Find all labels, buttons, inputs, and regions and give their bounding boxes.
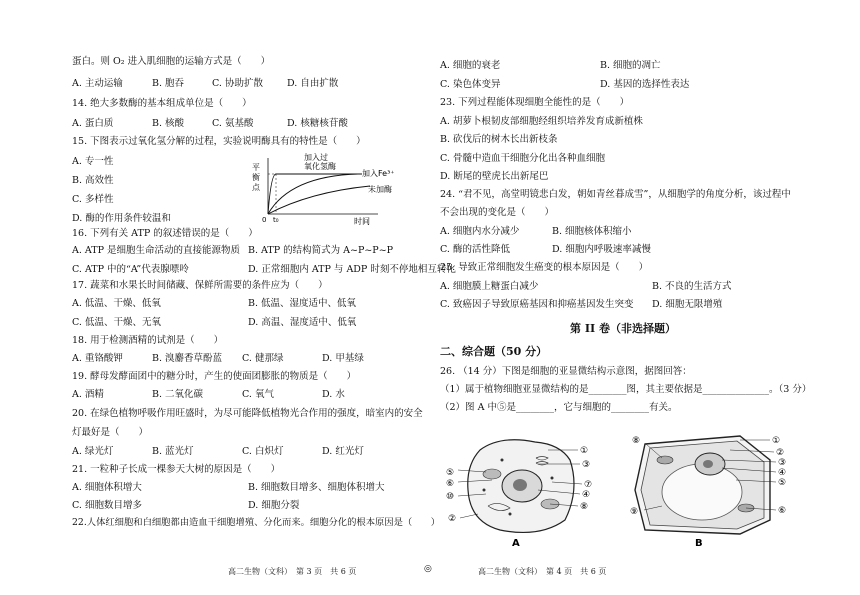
q26-part2: （2）图 A 中⑤是________，它与细胞的________有关。 — [440, 402, 678, 413]
x-axis-label: 时间 — [354, 217, 370, 226]
q24-stem: 24. “君不见，高堂明镜悲白发，朝如青丝暮成雪”，从细胞学的角度分析，该过程中 — [440, 189, 791, 200]
option: C. 低温、干燥、无氧 — [72, 317, 161, 328]
q15-stem: 15. 下图表示过氧化氢分解的过程，实验说明酶具有的特性是（ ） — [72, 136, 366, 147]
animal-cell-figure-a — [446, 440, 592, 548]
option: B. 蓝光灯 — [152, 446, 194, 457]
q18-stem: 18. 用于检测酒精的试剂是（ ） — [72, 335, 224, 346]
label-number: ③ — [778, 458, 787, 468]
option: D. 基因的选择性表达 — [600, 79, 690, 90]
option: A. 细胞体积增大 — [72, 482, 142, 493]
option: B. 溴麝香草酚蓝 — [152, 353, 223, 364]
option: B. 胞吞 — [152, 78, 185, 89]
option: C. 致癌因子导致原癌基因和抑癌基因发生突变 — [440, 299, 634, 310]
plant-cell-figure-b — [630, 436, 786, 548]
q21-stem: 21. 一粒种子长成一棵参天大树的原因是（ ） — [72, 464, 281, 475]
q22-stem: 22.人体红细胞和白细胞都由造血干细胞增殖、分化而来。细胞分化的根本原因是（ ） — [72, 517, 441, 528]
option: A. 低温、干燥、低氧 — [72, 298, 161, 309]
label-number: ① — [772, 436, 781, 446]
option: D. 细胞分裂 — [248, 500, 300, 511]
option: A. 细胞膜上糖蛋白减少 — [440, 281, 539, 292]
option: A. 主动运输 — [72, 78, 123, 89]
option: B. 核酸 — [152, 118, 185, 129]
option: B. 细胞的凋亡 — [600, 60, 661, 71]
binding-mark: ◎ — [424, 564, 432, 574]
q20-stem-cont: 灯最好是（ ） — [72, 427, 149, 438]
option: C. 氨基酸 — [212, 118, 254, 129]
hydrogen-peroxide-figure — [250, 152, 430, 228]
label-number: ⑩ — [446, 492, 455, 502]
option: D. 细胞内呼吸速率减慢 — [552, 244, 651, 255]
q13-tail: 蛋白。则 O₂ 进入肌细胞的运输方式是（ ） — [72, 56, 271, 67]
option: D. 正常细胞内 ATP 与 ADP 时刻不停地相互转化 — [248, 264, 456, 275]
label-number: ⑧ — [580, 502, 589, 512]
figure-a-label: A — [512, 538, 520, 548]
footer-left-page: 高二生物（文科） 第 3 页 共 6 页 — [228, 567, 357, 576]
option: C. 酶的活性降低 — [440, 244, 510, 255]
q16-stem: 16. 下列有关 ATP 的叙述错误的是（ ） — [72, 228, 258, 239]
q26-part1: （1）属于植物细胞亚显微结构的是________图，其主要依据是______________。（3 分） — [440, 384, 812, 395]
label-number: ② — [448, 514, 457, 524]
label-number: ⑨ — [630, 507, 639, 517]
q19-stem: 19. 酵母发酵面团中的糖分时，产生的使面团膨胀的物质是（ ） — [72, 371, 357, 382]
option: A. 重铬酸钾 — [72, 353, 123, 364]
option: A. ATP 是细胞生命活动的直接能源物质 — [72, 245, 240, 256]
t0-label: t₀ — [273, 216, 279, 224]
label-number: ⑤ — [778, 478, 787, 488]
option: B. 二氧化碳 — [152, 389, 204, 400]
option: C. ATP 中的“A”代表腺嘌呤 — [72, 264, 189, 275]
option: D. 断尾的壁虎长出新尾巴 — [440, 171, 549, 182]
q26-stem: 26. （14 分）下图是细胞的亚显微结构示意图，据图回答： — [440, 366, 692, 377]
part2-title: 第 II 卷（非选择题） — [570, 322, 676, 335]
option: C. 染色体变异 — [440, 79, 501, 90]
label-number: ④ — [778, 468, 787, 478]
option: B. 细胞数目增多、细胞体积增大 — [248, 482, 385, 493]
label-number: ⑥ — [778, 506, 787, 516]
option: A. 酒精 — [72, 389, 104, 400]
option: D. 甲基绿 — [322, 353, 364, 364]
q25-stem: 25. 导致正常细胞发生癌变的根本原因是（ ） — [440, 262, 649, 273]
y-axis-label: 平 — [252, 163, 260, 172]
option: B. 细胞核体积缩小 — [552, 226, 632, 237]
option: C. 细胞数目增多 — [72, 500, 142, 511]
y-axis-label: 点 — [252, 183, 260, 192]
label-number: ④ — [582, 490, 591, 500]
option: D. 酶的作用条件较温和 — [72, 213, 171, 224]
footer-right-page: 高二生物（文科） 第 4 页 共 6 页 — [478, 567, 607, 576]
label-number: ⑦ — [584, 480, 593, 490]
option: D. 红光灯 — [322, 446, 364, 457]
option: D. 高温、湿度适中、低氧 — [248, 317, 357, 328]
option: C. 健那绿 — [242, 353, 284, 364]
option: A. 细胞的衰老 — [440, 60, 501, 71]
q20-stem: 20. 在绿色植物呼吸作用旺盛时，为尽可能降低植物光合作用的强度，暗室内的安全 — [72, 408, 423, 419]
cell-structure-diagram — [440, 430, 820, 548]
label-number: ⑥ — [446, 479, 455, 489]
q23-stem: 23. 下列过程能体现细胞全能性的是（ ） — [440, 97, 630, 108]
option: D. 核糖核苷酸 — [287, 118, 348, 129]
option: C. 多样性 — [72, 194, 114, 205]
section2-heading: 二、综合题（50 分） — [440, 345, 548, 358]
option: A. 专一性 — [72, 156, 114, 167]
no-enzyme-label: 未加酶 — [368, 185, 392, 194]
catalase-label: 加入过 — [304, 153, 328, 162]
origin-label: 0 — [262, 216, 267, 224]
figure-b-label: B — [695, 538, 703, 548]
label-number: ① — [580, 446, 589, 456]
q17-stem: 17. 蔬菜和水果长时间储藏、保鲜所需要的条件应为（ ） — [72, 280, 328, 291]
option: B. 不良的生活方式 — [652, 281, 732, 292]
option: C. 白炽灯 — [242, 446, 284, 457]
q14-stem: 14. 绝大多数酶的基本组成单位是（ ） — [72, 98, 252, 109]
no-enzyme-curve — [268, 186, 370, 214]
option: B. ATP 的结构简式为 A~P~P~P — [248, 245, 394, 256]
label-number: ③ — [582, 460, 591, 470]
option: D. 细胞无限增殖 — [652, 299, 723, 310]
option: A. 细胞内水分减少 — [440, 226, 520, 237]
catalase-label: 氧化氢酶 — [304, 162, 336, 171]
option: C. 氧气 — [242, 389, 274, 400]
option: A. 绿光灯 — [72, 446, 114, 457]
label-number: ⑤ — [446, 468, 455, 478]
y-axis-label: 衡 — [252, 173, 260, 182]
option: B. 砍伐后的树木长出新枝条 — [440, 134, 558, 145]
option: C. 骨髓中造血干细胞分化出各种血细胞 — [440, 153, 605, 164]
label-number: ② — [776, 448, 785, 458]
q24-stem-cont: 不会出现的变化是（ ） — [440, 207, 555, 218]
option: C. 协助扩散 — [212, 78, 263, 89]
option: D. 自由扩散 — [287, 78, 339, 89]
option: A. 胡萝卜根韧皮部细胞经组织培养发育成新植株 — [440, 116, 643, 127]
label-number: ⑧ — [632, 436, 641, 446]
fe-label: 加入Fe³⁺ — [362, 169, 395, 178]
option: D. 水 — [322, 389, 345, 400]
option: B. 高效性 — [72, 175, 114, 186]
option: A. 蛋白质 — [72, 118, 114, 129]
option: B. 低温、湿度适中、低氧 — [248, 298, 357, 309]
